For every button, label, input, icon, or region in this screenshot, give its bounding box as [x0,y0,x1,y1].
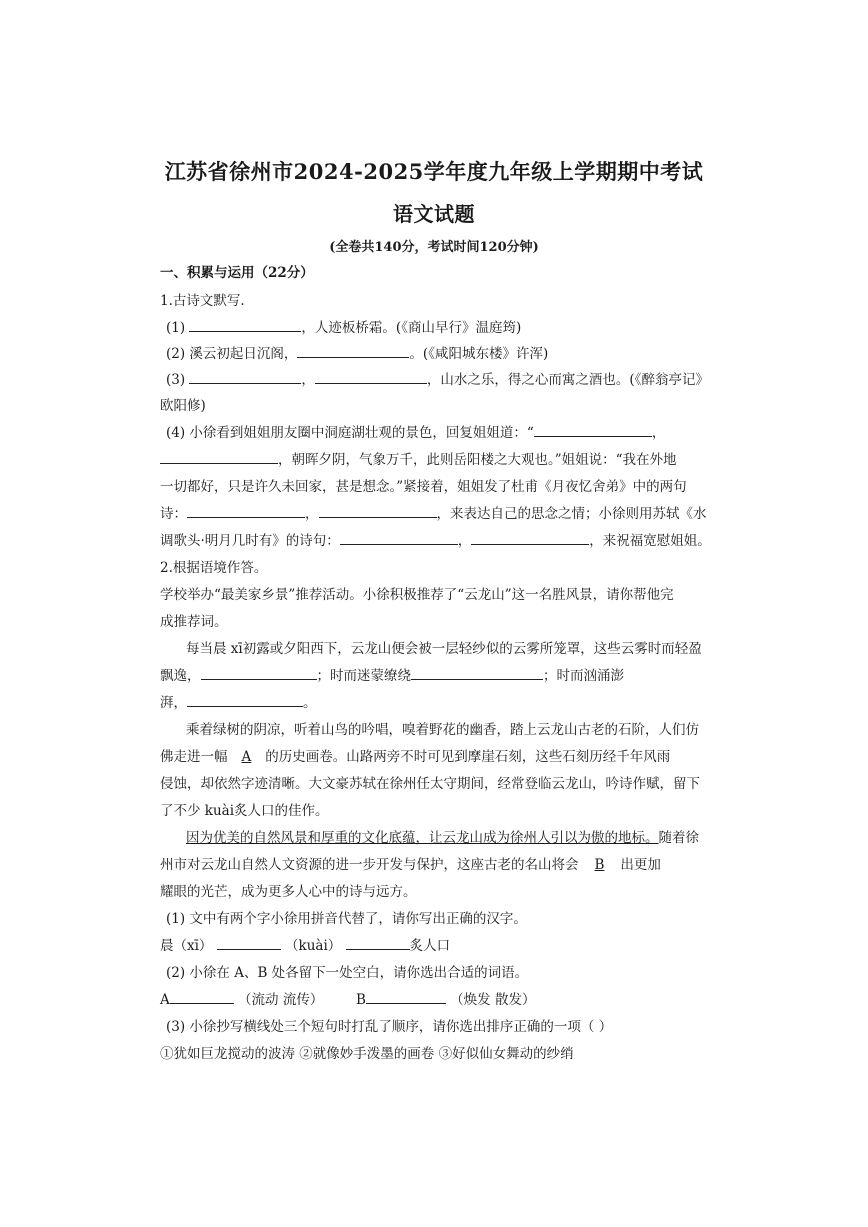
answer-blank[interactable] [319,505,437,518]
q2-para3-line3: 耀眼的光芒，成为更多人心中的诗与远方。 [160,884,417,900]
answer-blank[interactable] [340,532,458,545]
exam-subtitle: 语文试题 [393,202,475,226]
answer-blank[interactable] [170,991,234,1004]
q1-label: 1.古诗文默写. [160,293,245,309]
answer-blank[interactable] [189,319,301,332]
answer-blank[interactable] [315,371,427,384]
q2-para2-line2: 佛走进一幅 A 的历史画卷。山路两旁不时可见到摩崖石刻，这些石刻历经千年风雨 [160,749,671,765]
q2-para1-line2: 飘逸， ；时而迷蒙缭绕 ；时而汹涌澎 [160,668,624,684]
q2-sub1: (1) 文中有两个字小徐用拼音代替了，请你写出正确的汉字。 [166,911,527,927]
answer-blank[interactable] [297,345,409,358]
q1-item-4-line5: 调歌头·明月几时有》的诗句： ， ，来祝福宽慰姐姐。 [160,533,711,549]
q2-intro-line2: 成推荐词。 [160,614,228,630]
q2-sub2-answers: A （流动 流传） B （焕发 散发） [160,992,536,1008]
q2-sub3-options: ①犹如巨龙搅动的波涛 ②就像妙手泼墨的画卷 ③好似仙女舞动的纱绡 [160,1046,574,1062]
section-heading: 一、积累与运用（22分） [160,265,314,281]
q2-para3-line1: 因为优美的自然风景和厚重的文化底蕴，让云龙山成为徐州人引以为傲的地标。随着徐 [186,830,699,846]
answer-blank[interactable] [201,667,317,680]
q1-item-3-tail: 欧阳修) [160,398,206,414]
q1-item-4-line1: (4) 小徐看到姐姐朋友圈中洞庭湖壮观的景色，回复姐姐道：“ ， [166,425,666,441]
blank-b-marker: B [594,857,605,873]
answer-blank[interactable] [187,505,305,518]
exam-note: (全卷共140分，考试时间120分钟) [329,240,539,255]
answer-blank[interactable] [187,694,303,707]
exam-title: 江苏省徐州市2024-2025学年度九年级上学期期中考试 [164,159,704,184]
q2-para2-line4: 了不少 kuài炙人口的佳作。 [160,803,329,819]
q1-item-4-line3: 一切都好，只是许久未回家，甚是想念。”紧接着，姐姐发了杜甫《月夜忆舍弟》中的两句 [160,479,687,495]
answer-blank[interactable] [346,937,410,950]
q2-para3-line2: 州市对云龙山自然人文资源的进一步开发与保护，这座古老的名山将会 B 出更加 [160,857,661,873]
q2-sub1-answers: 晨（xī） （kuài） 炙人口 [160,938,451,954]
answer-blank[interactable] [189,371,301,384]
q2-sub3: (3) 小徐抄写横线处三个短句时打乱了顺序，请你选出排序正确的一项（ ） [166,1019,613,1035]
answer-blank[interactable] [411,667,543,680]
q2-para1-line1: 每当晨 xī初露或夕阳西下，云龙山便会被一层轻纱似的云雾所笼罩，这些云雾时而轻盈 [186,641,702,657]
q2-para2-line3: 侵蚀，却依然字迹清晰。大文豪苏轼在徐州任太守期间，经常登临云龙山，吟诗作赋，留下 [160,776,700,792]
blank-a-marker: A [241,749,252,765]
q2-intro-line1: 学校举办“最美家乡景”推荐活动。小徐积极推荐了“云龙山”这一名胜风景，请你帮他完 [160,587,674,603]
q1-item-4-line4: 诗： ， ，来表达自己的思念之情；小徐则用苏轼《水 [160,506,707,522]
answer-blank[interactable] [160,451,278,464]
q1-item-1: (1) ，人迹板桥霜。(《商山早行》温庭筠) [166,320,522,336]
q1-item-2: (2) 溪云初起日沉阁， 。(《咸阳城东楼》许浑) [166,346,549,362]
q2-para2-line1: 乘着绿树的阴凉，听着山鸟的吟唱，嗅着野花的幽香，踏上云龙山古老的石阶，人们仿 [186,722,699,738]
q2-para1-line3: 湃， 。 [160,695,317,711]
q1-item-3: (3) ， ，山水之乐，得之心而寓之酒也。(《醉翁亭记》 [166,372,709,388]
q2-label: 2.根据语境作答。 [160,560,268,576]
underlined-sentence: 因为优美的自然风景和厚重的文化底蕴，让云龙山成为徐州人引以为傲的地标。 [186,830,659,846]
answer-blank[interactable] [366,991,446,1004]
answer-blank[interactable] [217,937,281,950]
answer-blank[interactable] [534,424,652,437]
q2-sub2: (2) 小徐在 A、B 处各留下一处空白，请你选出合适的词语。 [166,965,529,981]
answer-blank[interactable] [471,532,589,545]
q1-item-4-line2: ，朝晖夕阴，气象万千，此则岳阳楼之大观也。”姐姐说：“我在外地 [160,451,677,469]
